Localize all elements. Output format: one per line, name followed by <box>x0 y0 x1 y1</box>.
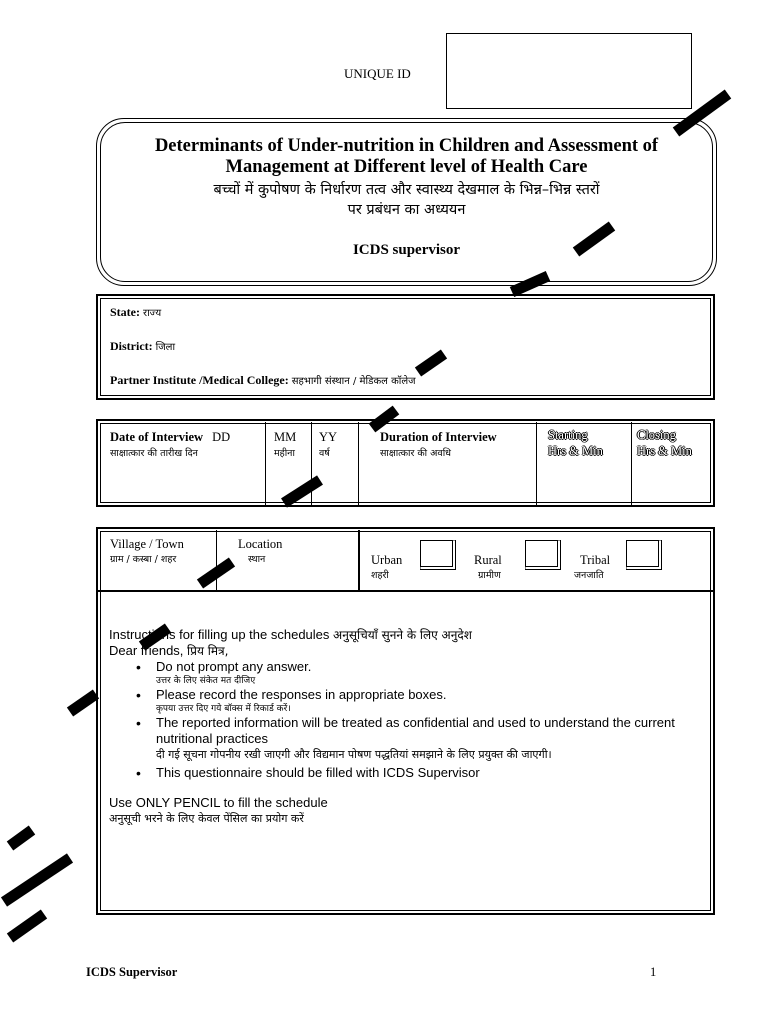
instructions-list <box>100 659 704 781</box>
tribal-option <box>574 553 610 581</box>
instruction-item <box>100 765 704 781</box>
instruction-text: • The reported information will be treated as confidential and used to understand the current nutritional practices <box>156 715 675 746</box>
duration-label: Duration of Interview <box>380 430 497 444</box>
location-label: Location <box>238 537 283 551</box>
document-title <box>96 136 717 178</box>
greeting-text: Dear friends, <box>109 643 184 658</box>
dd-label: DD <box>212 430 231 444</box>
starting-time-cell[interactable] <box>548 427 603 459</box>
village-town-cell[interactable] <box>110 537 184 565</box>
instructions-section <box>109 627 704 827</box>
district-label: District: <box>110 339 153 353</box>
instruction-hindi: दी गई सूचना गोपनीय रखी जाएगी और विद्यमान पोषण पद्धतियां समझाने के लिए प्रयुक्त की जाएगी। <box>156 748 552 761</box>
instruction-text: • Do not prompt any answer. <box>156 659 312 674</box>
partner-label: Partner Institute /Medical College: <box>110 373 289 387</box>
instructions-heading-hindi: अनुसूचियाँ सुनने के लिए अनुदेश <box>333 628 472 642</box>
instruction-text: • This questionnaire should be filled with ICDS Supervisor <box>156 765 480 780</box>
district-field[interactable] <box>110 339 175 354</box>
pencil-note-hindi: अनुसूची भरने के लिए केवल पेंसिल का प्रयोग करें <box>109 812 304 825</box>
yy-cell[interactable] <box>319 430 337 459</box>
unique-id-input[interactable] <box>446 33 692 109</box>
instructions-heading <box>109 627 704 643</box>
mm-cell[interactable] <box>274 430 296 459</box>
tribal-label: Tribal <box>580 553 611 567</box>
closing-time-cell[interactable] <box>637 427 692 459</box>
district-label-hindi: जिला <box>155 342 176 353</box>
unique-id-label: UNIQUE ID <box>344 66 411 81</box>
yy-label-hindi: वर्ष <box>319 448 330 459</box>
partner-institute-field[interactable] <box>110 373 416 388</box>
tribal-label-hindi: जनजाति <box>574 570 604 581</box>
village-label-hindi: ग्राम / कस्बा / शहर <box>110 554 177 565</box>
rural-checkbox[interactable] <box>525 540 561 570</box>
urban-label: Urban <box>371 553 403 567</box>
duration-label-hindi: साक्षात्कार की अवधि <box>380 448 452 459</box>
respondent-title: ICDS supervisor <box>352 242 461 258</box>
instruction-item <box>100 715 704 763</box>
tribal-checkbox[interactable] <box>626 540 662 570</box>
instruction-item <box>100 687 704 715</box>
partner-label-hindi: सहभागी संस्थान / मेडिकल कॉलेज <box>291 376 416 387</box>
urban-checkbox[interactable] <box>420 540 456 570</box>
date-label: Date of Interview <box>110 430 204 444</box>
urban-option <box>371 553 402 581</box>
instruction-item <box>100 659 704 687</box>
date-label-hindi: साक्षात्कार की तारीख दिन <box>110 448 198 459</box>
yy-label: YY <box>319 430 338 444</box>
mm-label: MM <box>274 430 297 444</box>
closing-unit: Hrs & Min <box>637 444 692 458</box>
duration-cell <box>380 430 497 459</box>
instruction-hindi: उत्तर के लिए संकेत मत दीजिए <box>156 676 256 686</box>
location-cell <box>238 537 282 565</box>
state-label-hindi: राज्य <box>143 308 162 319</box>
urban-label-hindi: शहरी <box>371 570 389 581</box>
document-title-hindi <box>96 180 717 220</box>
title-line-1: Determinants of Under-nutrition in Children and Assessment of <box>154 136 659 156</box>
date-of-interview-cell[interactable] <box>110 430 230 459</box>
title-line-2: Management at Different level of Health Care <box>225 157 588 177</box>
location-label-hindi: स्थान <box>248 554 266 565</box>
title-hindi-line-1: बच्चों में कुपोषण के निर्धारण तत्व और स्वास्थ्य देखमाल के भिन्न–भिन्न स्तरों <box>213 182 600 198</box>
instruction-hindi: कृपया उत्तर दिए गये बॉक्स में रिकार्ड करें। <box>156 704 291 714</box>
state-field[interactable] <box>110 305 161 320</box>
mm-label-hindi: महीना <box>274 448 295 459</box>
rural-label-hindi: ग्रामीण <box>478 570 501 581</box>
footer-title: ICDS Supervisor <box>86 965 178 979</box>
starting-label: Starting <box>548 428 588 442</box>
rural-option <box>474 553 502 581</box>
greeting <box>109 643 704 659</box>
rural-label: Rural <box>474 553 502 567</box>
closing-label: Closing <box>637 428 676 442</box>
instruction-text: • Please record the responses in appropriate boxes. <box>156 687 447 702</box>
starting-unit: Hrs & Min <box>548 444 603 458</box>
instructions-heading-text: Instructions for filling up the schedules <box>109 627 330 642</box>
title-hindi-line-2: पर प्रबंधन का अध्ययन <box>347 202 466 218</box>
state-label: State: <box>110 305 140 319</box>
pencil-note: Use ONLY PENCIL to fill the schedule <box>109 795 328 810</box>
village-label: Village / Town <box>110 537 184 551</box>
page-number: 1 <box>650 965 657 979</box>
greeting-hindi: प्रिय मित्र, <box>187 644 229 658</box>
